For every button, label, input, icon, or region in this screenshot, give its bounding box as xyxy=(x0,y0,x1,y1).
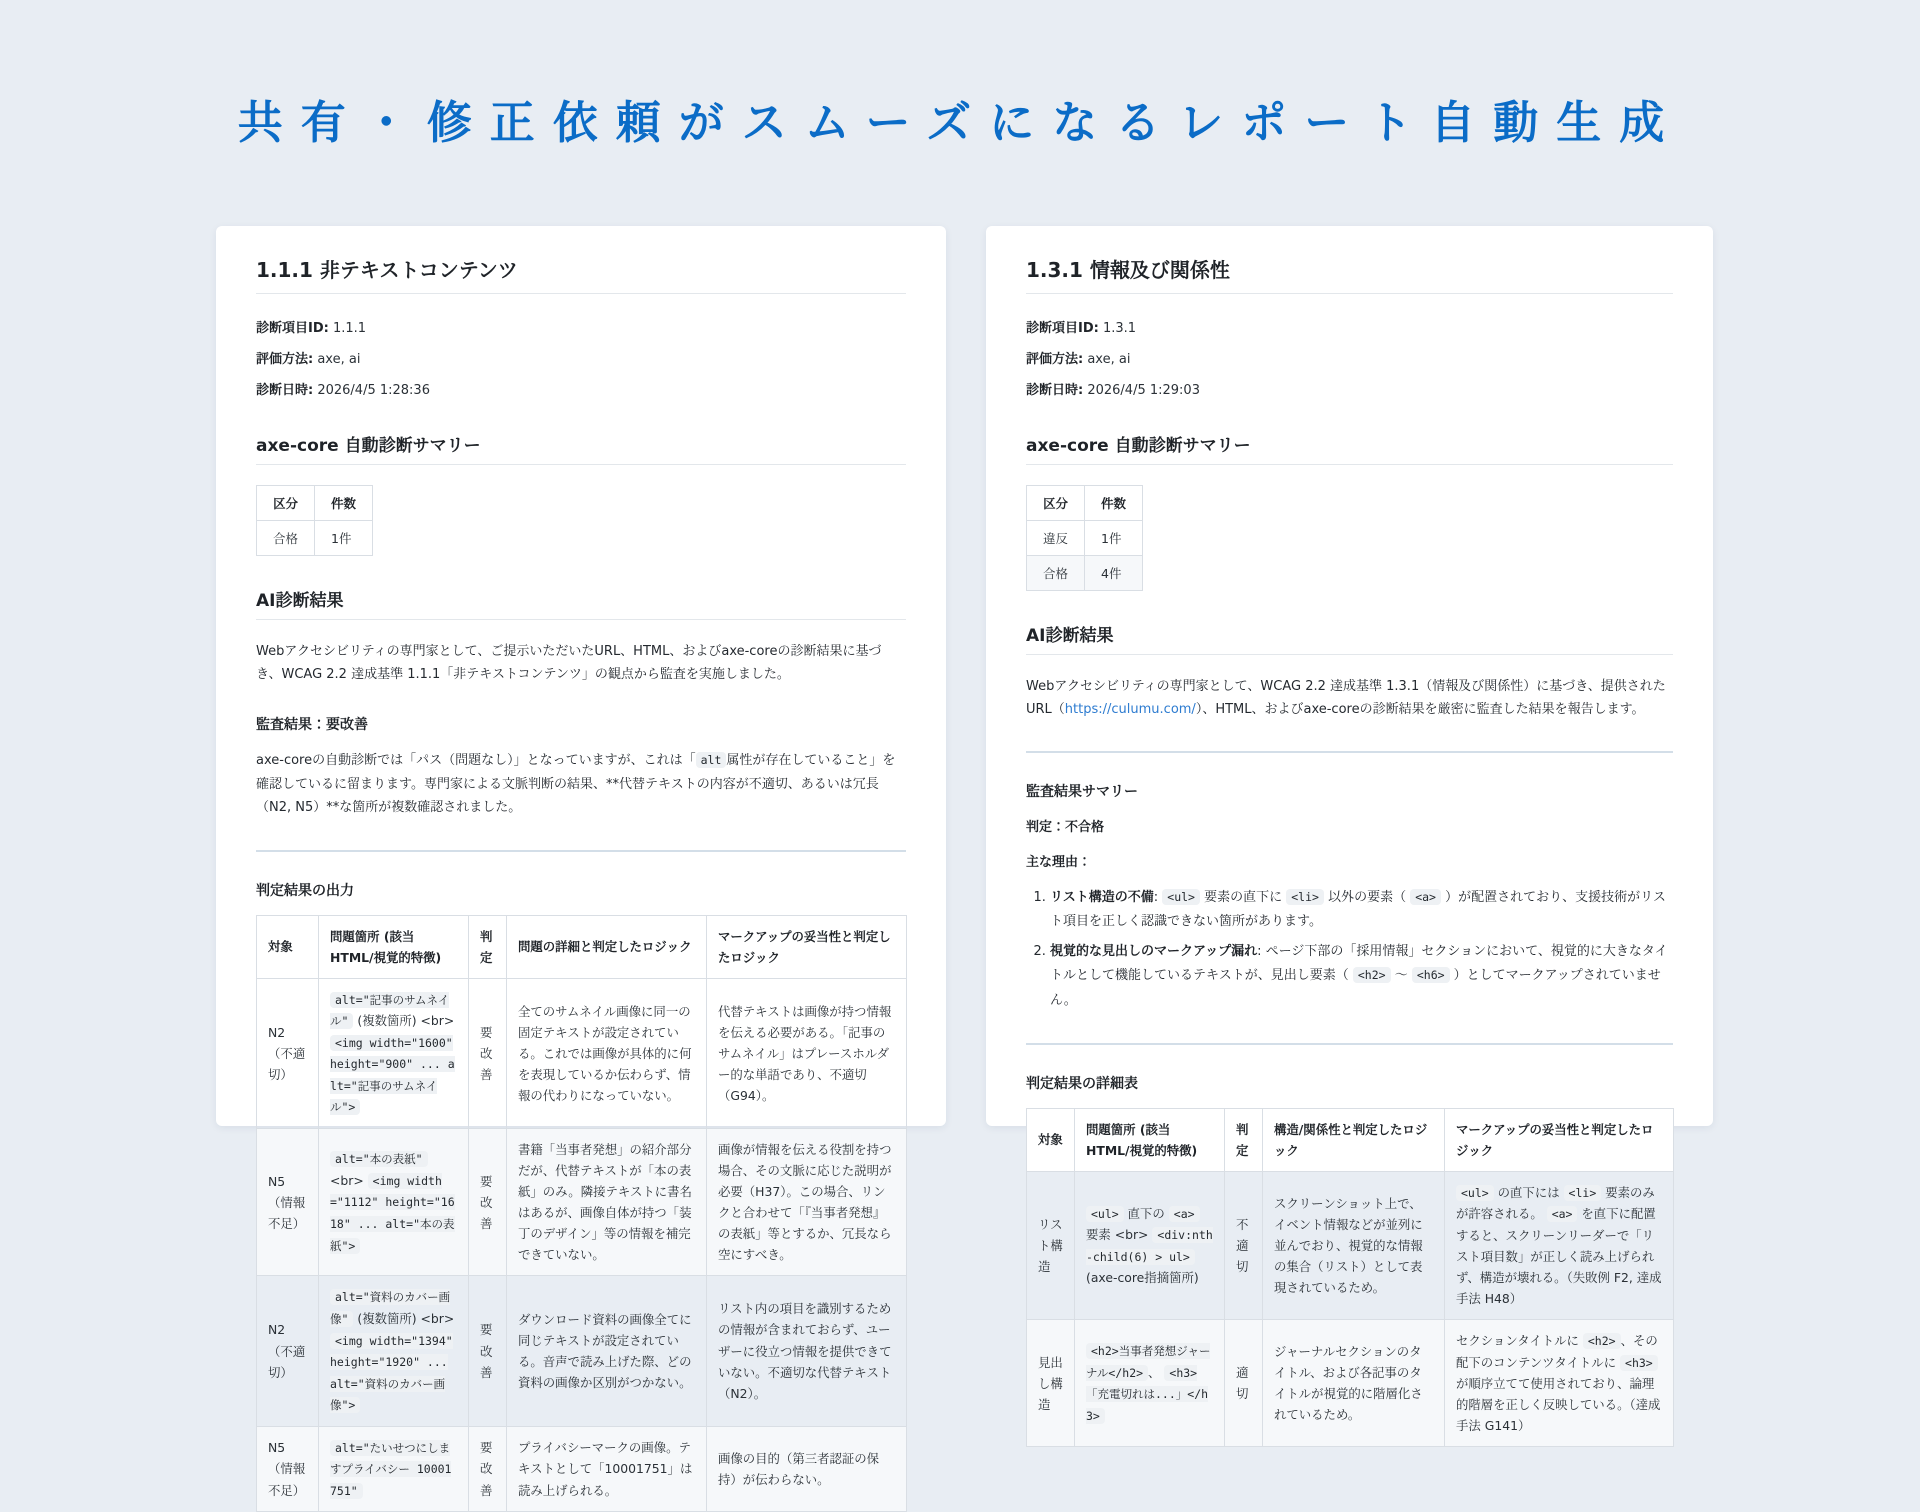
code-chip: <img width="1394" height="1920" ... alt="資料のカバー画像"> xyxy=(330,1333,453,1413)
meta-eval-method xyxy=(1026,351,1673,369)
divider xyxy=(1026,1043,1673,1045)
cell-target: 見出し構造 xyxy=(1027,1320,1075,1447)
col-category: 区分 xyxy=(257,485,315,520)
code-chip: <a> xyxy=(1169,1206,1200,1222)
col-verdict: 判定 xyxy=(1225,1108,1263,1171)
code-chip: alt="記事のサムネイル" xyxy=(330,992,450,1029)
meta-diagnosis-id xyxy=(256,320,906,338)
cell-target: リスト構造 xyxy=(1027,1171,1075,1319)
report-heading: 1.1.1 非テキストコンテンツ xyxy=(256,254,906,294)
cell-markup-logic: 画像の目的（第三者認証の保持）が伝わらない。 xyxy=(707,1426,907,1512)
table-row xyxy=(257,1276,907,1426)
meta-label: 診断項目ID: xyxy=(1026,321,1099,336)
code-chip: <h3>「充電切れは...」</h3> xyxy=(1086,1365,1209,1423)
meta-label: 評価方法: xyxy=(256,352,314,368)
cell-verdict: 要改善 xyxy=(469,1128,507,1275)
code-chip: <img width="1600" height="900" ... alt="記事のサムネイル"> xyxy=(330,1035,455,1115)
cell-category: 違反 xyxy=(1027,520,1085,555)
page-title: 共有・修正依頼がスムーズになるレポート自動生成 xyxy=(237,96,1683,149)
cell-category: 合格 xyxy=(1027,555,1085,590)
cell-location xyxy=(319,1426,469,1512)
cell-category: 合格 xyxy=(257,520,315,555)
cell-location: <ul> 直下の <a> 要素 <br> <div:nth-child(6) > ul> (axe-core指摘箇所) xyxy=(1075,1171,1225,1319)
verdict-line: 判定：不合格 xyxy=(1026,820,1105,836)
col-category: 区分 xyxy=(1027,485,1085,520)
meta-label: 診断日時: xyxy=(1026,383,1084,399)
cell-location: <h2>当事者発想ジャーナル</h2> 、 <h3>「充電切れは...」</h3> xyxy=(1075,1320,1225,1447)
cell-target: N5（情報不足） xyxy=(257,1128,319,1275)
code-chip: <h2> xyxy=(1353,967,1391,983)
col-markup-logic: マークアップの妥当性と判定したロジック xyxy=(1445,1108,1674,1171)
col-location: 問題箇所 (該当HTML/視覚的特徴) xyxy=(1075,1108,1225,1171)
code-chip: <div:nth-child(6) > ul> xyxy=(1086,1228,1213,1264)
table-header-row xyxy=(1027,1108,1674,1171)
table-row xyxy=(257,1128,907,1275)
cell-detail-logic: 書籍「当事者発想」の紹介部分だが、代替テキストが「本の表紙」のみ。隣接テキストに書名はあるが、画像自体が持つ「装丁のデザイン」等の情報を補完できていない。 xyxy=(507,1128,707,1275)
table-row xyxy=(257,978,907,1128)
ai-result-heading: AI診断結果 xyxy=(256,586,906,620)
cell-structure-logic: スクリーンショット上で、イベント情報などが並列に並んでおり、視覚的な情報の集合（リスト）として表現されているため。 xyxy=(1263,1171,1445,1319)
audit-summary-heading: 監査結果サマリー xyxy=(1026,784,1138,801)
cell-verdict: 要改善 xyxy=(469,978,507,1128)
report-panel-1-3-1 xyxy=(986,226,1713,1434)
cell-verdict: 不適切 xyxy=(1225,1171,1263,1319)
cell-count: 1件 xyxy=(1085,520,1143,555)
col-target: 対象 xyxy=(1027,1108,1075,1171)
code-chip: alt="資料のカバー画像" xyxy=(330,1290,451,1326)
code-chip: <li> xyxy=(1286,889,1324,905)
code-chip: alt xyxy=(696,752,727,768)
table-row xyxy=(1027,555,1143,590)
code-chip: <li> xyxy=(1564,1185,1602,1201)
col-structure-logic: 構造/関係性と判定したロジック xyxy=(1263,1108,1445,1171)
cell-markup-logic: セクションタイトルに <h2> 、その配下のコンテンツタイトルに <h3> が順序立てて使用されており、論理的階層を正しく反映している。（達成手法 G141） xyxy=(1445,1320,1674,1447)
cell-detail-logic: プライバシーマークの画像。テキストとして「10001751」は読み上げられる。 xyxy=(507,1426,707,1512)
code-chip: <h2> xyxy=(1583,1333,1621,1349)
cell-location: alt="本の表紙" <br> <img width="1112" height="1618" ... alt="本の表紙"> xyxy=(319,1128,469,1275)
cell-location: alt="記事のサムネイル" (複数箇所) <br> <img width="1600" height="900" ... alt="記事のサムネイル"> xyxy=(319,978,469,1128)
meta-label: 診断日時: xyxy=(256,383,314,399)
cell-count: 4件 xyxy=(1085,555,1143,590)
code-chip: <ul> xyxy=(1456,1185,1494,1201)
cell-target: N2（不適切） xyxy=(257,1276,319,1426)
col-count: 件数 xyxy=(1085,485,1143,520)
cell-markup-logic: リスト内の項目を識別するための情報が含まれておらず、ユーザーに役立つ情報を提供できていない。不適切な代替テキスト（N2）。 xyxy=(707,1276,907,1426)
ai-result-paragraph: Webアクセシビリティの専門家として、ご提示いただいたURL、HTML、およびaxe-coreの診断結果に基づき、WCAG 2.2 達成基準 1.1.1「非テキストコンテンツ」の観点から監査を実施しました。 xyxy=(256,643,882,682)
cell-verdict: 要改善 xyxy=(469,1426,507,1512)
ai-result-paragraph: Webアクセシビリティの専門家として、WCAG 2.2 達成基準 1.3.1（情報及び関係性）に基づき、提供されたURL（https://culumu.com/）、HTML、およびaxe-coreの診断結果を厳密に監査した結果を報告します。 xyxy=(1026,678,1666,717)
table-row xyxy=(257,1426,907,1512)
cell-detail-logic: 全てのサムネイル画像に同一の固定テキストが設定されている。これでは画像が具体的に何を表現しているか伝わらず、情報の代わりになっていない。 xyxy=(507,978,707,1128)
divider xyxy=(256,850,906,852)
col-verdict: 判定 xyxy=(469,915,507,978)
cell-verdict: 適切 xyxy=(1225,1320,1263,1447)
table-row xyxy=(1027,520,1143,555)
col-target: 対象 xyxy=(257,915,319,978)
ai-result-heading: AI診断結果 xyxy=(1026,621,1673,655)
cell-target: N5（情報不足） xyxy=(257,1426,319,1512)
list-item: 1. リスト構造の不備: <ul> 要素の直下に <li> 以外の要素（ <a> ）が配置されており、支援技術がリスト項目を正しく認識できない箇所があります。 xyxy=(1050,886,1673,934)
meta-value: axe, ai xyxy=(317,352,361,368)
cell-verdict: 要改善 xyxy=(469,1276,507,1426)
col-markup-logic: マークアップの妥当性と判定したロジック xyxy=(707,915,907,978)
col-location: 問題箇所 (該当HTML/視覚的特徴) xyxy=(319,915,469,978)
judgement-detail-table xyxy=(1026,1108,1674,1448)
reasons-list xyxy=(1026,886,1673,1012)
cell-detail-logic: ダウンロード資料の画像全てに同じテキストが設定されている。音声で読み上げた際、どの資料の画像か区別がつかない。 xyxy=(507,1276,707,1426)
meta-datetime xyxy=(256,382,906,400)
cell-count: 1件 xyxy=(315,520,373,555)
axe-summary-heading: axe-core 自動診断サマリー xyxy=(1026,431,1673,465)
code-chip: alt="たいせつにしますプライバシー 10001751" xyxy=(330,1440,452,1498)
table-header-row xyxy=(1027,485,1143,520)
meta-value: axe, ai xyxy=(1087,352,1131,368)
cell-markup-logic: 代替テキストは画像が持つ情報を伝える必要がある。「記事のサムネイル」はプレースホルダー的な単語であり、不適切（G94）。 xyxy=(707,978,907,1128)
code-chip: <ul> xyxy=(1162,889,1200,905)
cell-markup-logic: <ul> の直下には <li> 要素のみが許容される。 <a> を直下に配置すると、スクリーンリーダーで「リスト項目数」が正しく読み上げられず、構造が壊れる。（失敗例 F2, 達成手法 H48） xyxy=(1445,1171,1674,1319)
code-chip: <img width="1112" height="1618" ... alt="本の表紙"> xyxy=(330,1173,455,1253)
table-header-row xyxy=(257,915,907,978)
table-row xyxy=(257,520,373,555)
col-detail-logic: 問題の詳細と判定したロジック xyxy=(507,915,707,978)
cell-markup-logic: 画像が情報を伝える役割を持つ場合、その文脈に応じた説明が必要（H37）。この場合、リンクと合わせて「『当事者発想』の表紙」等とするか、冗長なら空にすべき。 xyxy=(707,1128,907,1275)
table-header-row xyxy=(257,485,373,520)
audit-verdict-heading: 監査結果：要改善 xyxy=(256,717,368,734)
culumu-link[interactable]: https://culumu.com/ xyxy=(1064,701,1196,717)
reasons-label: 主な理由： xyxy=(1026,855,1092,871)
divider xyxy=(1026,751,1673,753)
axe-summary-table xyxy=(256,485,373,556)
code-chip: <h2>当事者発想ジャーナル</h2> xyxy=(1086,1344,1211,1380)
cell-location: alt="資料のカバー画像" (複数箇所) <br> <img width="1394" height="1920" ... alt="資料のカバー画像"> xyxy=(319,1276,469,1426)
axe-summary-heading: axe-core 自動診断サマリー xyxy=(256,431,906,465)
cell-structure-logic: ジャーナルセクションのタイトル、および各記事のタイトルが視覚的に階層化されているため。 xyxy=(1263,1320,1445,1447)
meta-value: 2026/4/5 1:29:03 xyxy=(1087,383,1200,399)
list-item: 2. 視覚的な見出しのマークアップ漏れ: ページ下部の「採用情報」セクションにおいて、視覚的に大きなタイトルとして機能しているテキストが、見出し要素（ <h2> ～ <h6> ）としてマークアップされていません。 xyxy=(1050,940,1673,1012)
meta-diagnosis-id xyxy=(1026,320,1673,338)
meta-value: 1.3.1 xyxy=(1102,321,1137,336)
report-panel-1-1-1 xyxy=(216,226,946,1498)
code-chip: alt="本の表紙" xyxy=(330,1151,428,1167)
cell-target: N2（不適切） xyxy=(257,978,319,1128)
meta-value: 1.1.1 xyxy=(332,321,367,336)
detail-table-heading: 判定結果の詳細表 xyxy=(1026,1075,1138,1092)
code-chip: <h6> xyxy=(1412,967,1450,983)
meta-label: 診断項目ID: xyxy=(256,321,329,336)
code-chip: <ul> xyxy=(1086,1206,1124,1222)
col-count: 件数 xyxy=(315,485,373,520)
table-row xyxy=(1027,1320,1674,1447)
judgement-output-table xyxy=(256,915,907,1512)
meta-value: 2026/4/5 1:28:36 xyxy=(317,383,430,399)
output-heading: 判定結果の出力 xyxy=(256,882,354,899)
meta-label: 評価方法: xyxy=(1026,352,1084,368)
meta-eval-method xyxy=(256,351,906,369)
axe-summary-table xyxy=(1026,485,1143,591)
table-row xyxy=(1027,1171,1674,1319)
audit-verdict-paragraph: axe-coreの自動診断では「パス（問題なし）」となっていますが、これは「 alt 属性が存在していること」を確認しているに留まります。専門家による文脈判断の結果、**代替テキストの内容が不適切、あるいは冗長（N2, N5）**な箇所が複数確認されました。 xyxy=(256,753,896,816)
report-heading: 1.3.1 情報及び関係性 xyxy=(1026,254,1673,294)
code-chip: <a> xyxy=(1410,889,1441,905)
code-chip: <a> xyxy=(1547,1206,1578,1222)
code-chip: <h3> xyxy=(1620,1355,1658,1371)
meta-datetime xyxy=(1026,382,1673,400)
